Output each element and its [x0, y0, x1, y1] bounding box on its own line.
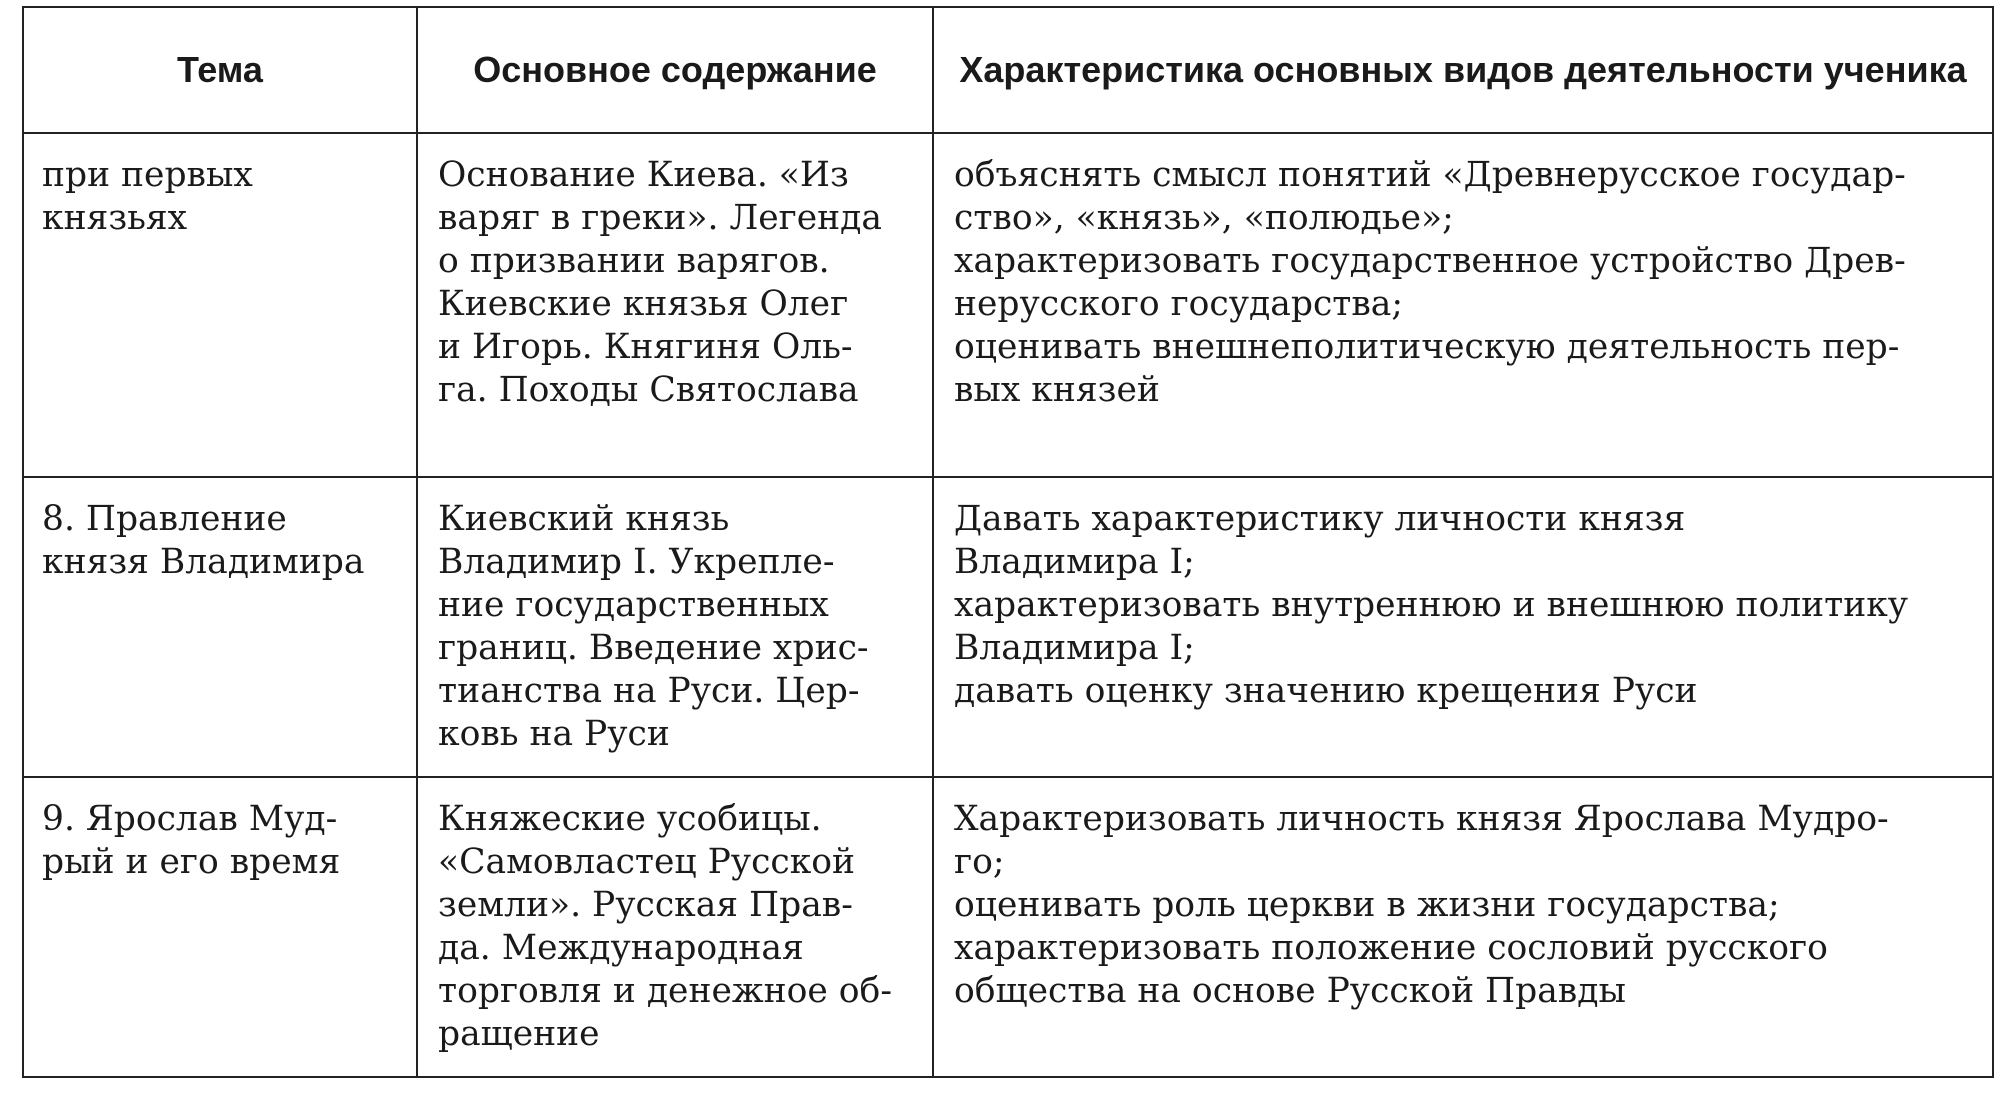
activity-cell: объяснять смысл понятий «Древнерусское государ- ство», «князь», «полюдье»; характеризовать государственное устройство Древ- нерусского государства; оценивать внешнеполитическую деятельность пер- вых князей — [933, 133, 1993, 477]
header-main-content: Основное содержание — [417, 7, 933, 133]
activity-cell: Характеризовать личность князя Ярослава Мудро- го; оценивать роль церкви в жизни государства; характеризовать положение сословий русского общества на основе Русской Правды — [933, 777, 1993, 1077]
header-student-activity: Характеристика основных видов деятельности ученика — [933, 7, 1993, 133]
header-topic: Тема — [23, 7, 417, 133]
table-row — [23, 777, 1993, 1077]
curriculum-table — [22, 6, 1994, 1078]
content-cell: Княжеские усобицы. «Самовластец Русской земли». Русская Прав- да. Международная торговля и денежное об- ращение — [417, 777, 933, 1077]
content-cell: Киевский князь Владимир I. Укрепле- ние государственных границ. Введение хрис- тианства на Руси. Цер- ковь на Руси — [417, 477, 933, 777]
topic-cell: при первых князьях — [23, 133, 417, 477]
table-row — [23, 133, 1993, 477]
topic-cell: 9. Ярослав Муд- рый и его время — [23, 777, 417, 1077]
activity-cell: Давать характеристику личности князя Владимира I; характеризовать внутреннюю и внешнюю политику Владимира I; давать оценку значению крещения Руси — [933, 477, 1993, 777]
table-row — [23, 477, 1993, 777]
topic-cell: 8. Правление князя Владимира — [23, 477, 417, 777]
table-header-row — [23, 7, 1993, 133]
content-cell: Основание Киева. «Из варяг в греки». Легенда о призвании варягов. Киевские князья Олег и Игорь. Княгиня Оль- га. Походы Святослава — [417, 133, 933, 477]
